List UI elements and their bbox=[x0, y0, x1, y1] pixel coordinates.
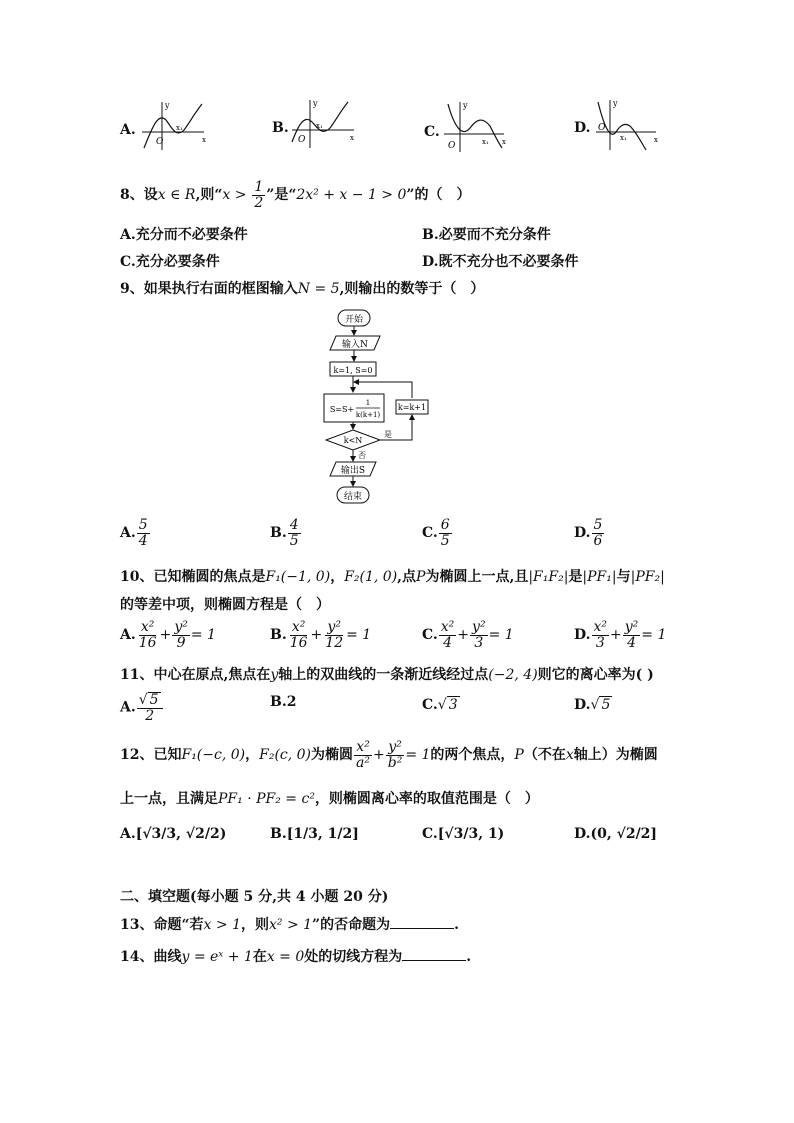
flow-init-text: k=1, S=0 bbox=[333, 366, 373, 375]
q9-flowchart bbox=[318, 306, 438, 512]
q11-option-b: B.2 bbox=[270, 694, 297, 710]
q8-option-a: A.充分而不必要条件 bbox=[120, 227, 248, 243]
question-14-stem: 14、曲线y = eˣ + 1在x = 0处的切线方程为 . bbox=[120, 949, 472, 965]
q7-b-x: x bbox=[350, 134, 354, 142]
flow-yes: 是 bbox=[384, 430, 392, 439]
q7-a-origin: O bbox=[156, 137, 164, 147]
q8-option-b: B.必要而不充分条件 bbox=[422, 227, 551, 243]
q7-a-x: x bbox=[202, 136, 206, 144]
q14-answer-blank[interactable] bbox=[402, 948, 466, 961]
flow-inc-text: k=k+1 bbox=[397, 403, 427, 412]
q10-option-c: C. $\frac{\text{x²}}{4}$ + $\frac{\text{y²}}{3}$ = 1 bbox=[422, 619, 514, 651]
q10-option-b: B. $\frac{\text{x²}}{16}$ + $\frac{\text{y²}}{12}$ = 1 bbox=[270, 619, 372, 651]
q7-graph-a bbox=[138, 98, 208, 152]
flow-input-text: 输入N bbox=[342, 340, 368, 350]
q12-option-b: B.[1/3, 1/2] bbox=[270, 826, 359, 842]
flow-no: 否 bbox=[358, 451, 366, 460]
question-11-stem: 11、中心在原点,焦点在y轴上的双曲线的一条渐近线经过点(−2, 4)则它的离心率为( ) bbox=[120, 667, 654, 683]
question-9-stem: 9、如果执行右面的框图输入N = 5,则输出的数等于（ ） bbox=[120, 281, 485, 297]
q7-c-origin: O bbox=[448, 141, 456, 151]
q7-option-b-label: B. bbox=[272, 120, 289, 136]
question-13-stem: 13、命题“若x > 1，则x² > 1”的否命题为 . bbox=[120, 917, 459, 933]
q7-d-x: x bbox=[654, 136, 658, 144]
q9-option-a: A. $\frac{5}{4}$ bbox=[120, 517, 148, 549]
question-10-stem: 10、已知椭圆的焦点是F₁(−1, 0)，F₂(1, 0),点P为椭圆上一点,且|F₁F₂|是|PF₁|与|PF₂| bbox=[120, 569, 665, 585]
question-12-stem: 12、已知F₁(−c, 0)，F₂(c, 0)为椭圆 $\frac{\text{x²}}{\text{a²}}$ + $\frac{\text{y²}}{\text{b²}}$ = 1的两个焦点，P（不在x轴上）为椭圆 bbox=[120, 739, 658, 771]
flow-cond-text: k<N bbox=[343, 436, 363, 445]
q7-b-y: y bbox=[313, 99, 318, 108]
q7-option-d-label: D. bbox=[574, 120, 591, 136]
question-10-stem-line2: 的等差中项，则椭圆方程是（ ） bbox=[120, 597, 330, 613]
q12-option-a: A.[√3/3, √2/2) bbox=[120, 826, 227, 842]
q7-option-c-label: C. bbox=[424, 124, 440, 140]
q8-option-c: C.充分必要条件 bbox=[120, 254, 220, 270]
question-8-stem: 8、设x ∈ R,则“x > $\frac{1}{2}$ ”是“2x² + x − 1 > 0”的（ ） bbox=[120, 179, 471, 211]
flow-sum-pre: S=S+ bbox=[329, 405, 355, 414]
q7-a-root: x₁ bbox=[176, 124, 183, 132]
flow-start-text: 开始 bbox=[344, 315, 364, 325]
q10-option-d: D. $\frac{\text{x²}}{3}$ + $\frac{\text{y²}}{4}$ = 1 bbox=[574, 619, 667, 651]
q11-option-d: D.√ 5 bbox=[574, 697, 611, 713]
flow-sum-num: 1 bbox=[365, 399, 371, 407]
q7-graph-b bbox=[288, 96, 358, 150]
q7-c-x: x bbox=[502, 138, 506, 146]
q13-answer-blank[interactable] bbox=[390, 916, 454, 929]
flow-output-text: 输出S bbox=[340, 466, 366, 476]
question-12-stem-line2: 上一点，且满足PF₁ · PF₂ = c²，则椭圆离心率的取值范围是（ ） bbox=[120, 791, 539, 807]
q12-option-d: D.(0, √2/2] bbox=[574, 826, 658, 842]
q7-b-origin: O bbox=[298, 135, 306, 145]
q7-c-root: x₁ bbox=[482, 138, 489, 146]
q7-graph-d bbox=[592, 96, 662, 152]
q7-option-a-label: A. bbox=[120, 122, 136, 138]
q7-d-y: y bbox=[613, 99, 618, 108]
q8-option-d: D.既不充分也不必要条件 bbox=[422, 254, 579, 270]
q12-option-c: C.[√3/3, 1) bbox=[422, 826, 505, 842]
q9-option-b: B. $\frac{4}{5}$ bbox=[270, 517, 299, 549]
q7-b-root: x₁ bbox=[316, 122, 323, 130]
q11-option-c: C.√ 3 bbox=[422, 697, 458, 713]
q7-c-y: y bbox=[463, 101, 468, 110]
flow-sum-den: k(k+1) bbox=[355, 411, 381, 419]
section-2-heading: 二、填空题(每小题 5 分,共 4 小题 20 分) bbox=[120, 889, 389, 905]
q7-a-y: y bbox=[165, 101, 170, 110]
q10-option-a: A. $\frac{\text{x²}}{16}$ + $\frac{\text{y²}}{9}$ = 1 bbox=[120, 619, 216, 651]
q7-d-origin: O bbox=[598, 123, 606, 133]
q9-option-c: C. $\frac{6}{5}$ bbox=[422, 517, 450, 549]
q11-option-a: A. $\frac{√ 5}{2}$ bbox=[120, 692, 164, 723]
q7-graph-c bbox=[440, 98, 510, 154]
flow-end-text: 结束 bbox=[343, 492, 363, 502]
q7-d-root: x₁ bbox=[620, 134, 627, 142]
q9-option-d: D. $\frac{5}{6}$ bbox=[574, 517, 603, 549]
